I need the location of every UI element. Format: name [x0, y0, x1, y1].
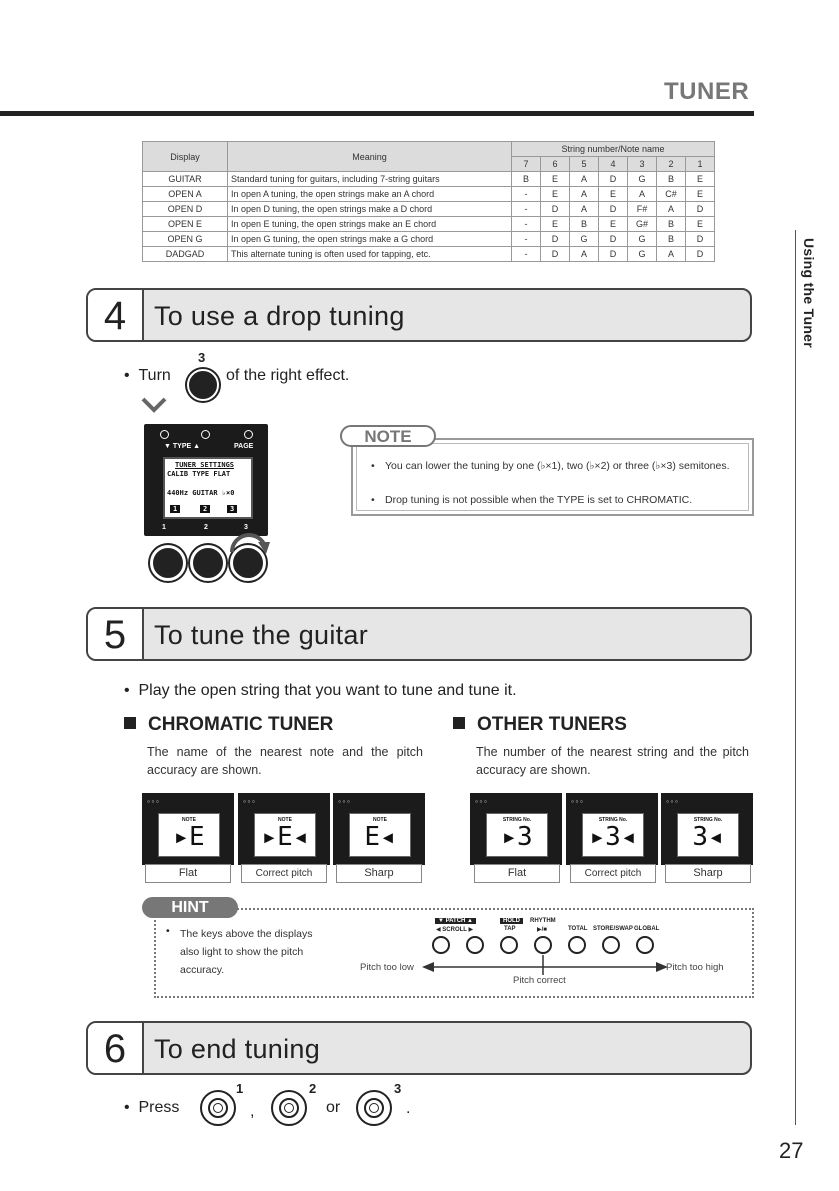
- row-note: A: [570, 202, 599, 217]
- row-note: D: [541, 247, 570, 262]
- row-note: D: [541, 232, 570, 247]
- section-title: To use a drop tuning: [154, 301, 405, 331]
- note-item: • Drop tuning is not possible when the TYPE is set to CHROMATIC.: [385, 492, 747, 508]
- string-number: 1: [686, 157, 715, 172]
- row-note: -: [512, 232, 541, 247]
- row-note: B: [657, 217, 686, 232]
- display-key-label: ○ ○ ○: [475, 799, 487, 805]
- string-number: 7: [512, 157, 541, 172]
- display-value: 3◂: [692, 822, 724, 852]
- note-tag: NOTE: [340, 425, 436, 447]
- bullet-text-pre: Turn: [138, 367, 171, 384]
- display-caption: Correct pitch: [570, 864, 656, 883]
- hint-tag: HINT: [142, 897, 238, 918]
- patch-up-key[interactable]: [466, 936, 484, 954]
- tuner-display: [470, 793, 562, 865]
- rhythm-key[interactable]: [534, 936, 552, 954]
- button-number: 1: [236, 1081, 244, 1096]
- led-icon: [244, 430, 253, 439]
- bullet-dot: •: [124, 367, 139, 384]
- lcd-num: 2: [200, 505, 210, 513]
- screen-header: NOTE: [182, 817, 196, 823]
- display-value: ▸3◂: [589, 822, 637, 852]
- hint-text: The keys above the displays also light to show the pitch accuracy.: [180, 928, 313, 976]
- table-header-meaning: Meaning: [228, 142, 512, 172]
- footswitch-ring: [208, 1098, 228, 1118]
- row-note: E: [599, 217, 628, 232]
- tuner-display: [661, 793, 753, 865]
- row-note: A: [628, 187, 657, 202]
- row-meaning: In open A tuning, the open strings make an A chord: [228, 187, 512, 202]
- row-note: -: [512, 247, 541, 262]
- row-display: GUITAR: [143, 172, 228, 187]
- section-4-bullet-post: of the right effect.: [226, 367, 350, 384]
- row-note: D: [599, 202, 628, 217]
- row-note: D: [686, 232, 715, 247]
- row-note: A: [570, 247, 599, 262]
- lcd-line-2: CALIB TYPE FLAT: [167, 470, 231, 478]
- knob-1[interactable]: [150, 545, 186, 581]
- row-note: B: [570, 217, 599, 232]
- scroll-key-label: ◀ SCROLL ▶: [436, 927, 474, 933]
- tuner-display: [333, 793, 425, 865]
- footswitch-core: [213, 1103, 223, 1113]
- button-number: 2: [309, 1081, 317, 1096]
- section-5-header: [86, 607, 752, 661]
- screen-header: STRING No.: [502, 817, 532, 823]
- string-number: 5: [570, 157, 599, 172]
- row-note: A: [657, 247, 686, 262]
- page-key-label: PAGE: [234, 443, 254, 450]
- rhythm-key-label-2: ▶/■: [537, 927, 547, 933]
- chromatic-tuner-desc: The name of the nearest note and the pitch accuracy are shown.: [147, 745, 423, 777]
- side-tab: [795, 230, 839, 410]
- knob-number: 3: [198, 350, 206, 365]
- lcd-line-1: TUNER SETTINGS: [175, 461, 235, 469]
- footswitch-ring: [364, 1098, 384, 1118]
- store-key-label: STORE/SWAP: [593, 926, 633, 932]
- table-row: [143, 202, 715, 217]
- hold-key-label: HOLD: [500, 918, 523, 924]
- row-note: C#: [657, 187, 686, 202]
- row-note: -: [512, 217, 541, 232]
- row-display: OPEN D: [143, 202, 228, 217]
- pitch-too-low-label: Pitch too low: [360, 962, 414, 973]
- knob-label: 2: [204, 524, 208, 531]
- bullet-dot: •: [166, 925, 170, 937]
- row-note: A: [657, 202, 686, 217]
- row-meaning: This alternate tuning is often used for tapping, etc.: [228, 247, 512, 262]
- led-icon: [160, 430, 169, 439]
- string-number: 4: [599, 157, 628, 172]
- section-number: 6: [88, 1023, 144, 1073]
- tuner-display: [142, 793, 234, 865]
- tuner-display: [566, 793, 658, 865]
- display-screen: [677, 813, 739, 857]
- row-note: -: [512, 202, 541, 217]
- screen-header: NOTE: [278, 817, 292, 823]
- row-display: DADGAD: [143, 247, 228, 262]
- row-note: B: [512, 172, 541, 187]
- knob-icon: [187, 369, 219, 401]
- section-number: 5: [88, 609, 144, 659]
- display-caption: Correct pitch: [241, 864, 327, 883]
- row-note: A: [570, 172, 599, 187]
- display-value: ▸E◂: [261, 822, 309, 852]
- display-key-label: ○ ○ ○: [571, 799, 583, 805]
- row-note: E: [686, 187, 715, 202]
- row-note: G: [628, 172, 657, 187]
- chevron-down-icon: [140, 396, 168, 414]
- multi-effect-panel: [144, 424, 268, 536]
- tap-key-label: TAP: [504, 926, 516, 932]
- section-4-header: [86, 288, 752, 342]
- display-caption: Sharp: [336, 864, 422, 883]
- period: .: [406, 1100, 411, 1117]
- store-swap-key[interactable]: [602, 936, 620, 954]
- chromatic-tuner-heading: [124, 714, 333, 736]
- display-screen: [582, 813, 644, 857]
- footswitch-1[interactable]: [200, 1090, 236, 1126]
- rotate-arrow-icon: [226, 528, 272, 568]
- heading-text: CHROMATIC TUNER: [148, 714, 334, 735]
- row-note: F#: [628, 202, 657, 217]
- square-bullet-icon: [124, 717, 136, 729]
- section-6-bullet: [124, 1099, 179, 1117]
- type-key-label: ▼ TYPE ▲: [164, 443, 201, 450]
- display-caption: Sharp: [665, 864, 751, 883]
- row-note: E: [541, 172, 570, 187]
- led-icon: [201, 430, 210, 439]
- row-display: OPEN G: [143, 232, 228, 247]
- row-note: E: [686, 172, 715, 187]
- page-number: 27: [779, 1138, 804, 1163]
- table-row: [143, 187, 715, 202]
- bullet-text: Play the open string that you want to tune and tune it.: [138, 682, 517, 699]
- row-display: OPEN A: [143, 187, 228, 202]
- or-text: or: [326, 1099, 341, 1116]
- row-note: G: [570, 232, 599, 247]
- row-note: D: [686, 202, 715, 217]
- other-tuners-desc: The number of the nearest string and the pitch accuracy are shown.: [476, 745, 749, 777]
- table-header-strings: String number/Note name: [512, 142, 715, 157]
- row-note: D: [541, 202, 570, 217]
- display-caption: Flat: [145, 864, 231, 883]
- display-value: E◂: [364, 822, 396, 852]
- row-note: B: [657, 232, 686, 247]
- patch-down-key[interactable]: [432, 936, 450, 954]
- string-number: 3: [628, 157, 657, 172]
- hold-tap-key[interactable]: [500, 936, 518, 954]
- footswitch-core: [284, 1103, 294, 1113]
- lcd-line-3: 440Hz GUITAR ♭×0: [167, 489, 235, 497]
- screen-header: NOTE: [373, 817, 387, 823]
- row-note: E: [541, 217, 570, 232]
- patch-key-label: ▼ PATCH ▲: [435, 918, 476, 924]
- screen-header: STRING No.: [598, 817, 628, 823]
- string-number: 6: [541, 157, 570, 172]
- row-note: E: [686, 217, 715, 232]
- string-number: 2: [657, 157, 686, 172]
- section-5-bullet: [124, 682, 517, 700]
- row-note: D: [599, 247, 628, 262]
- section-4-bullet: [124, 367, 171, 385]
- other-tuners-heading: [453, 714, 627, 736]
- section-6-header: [86, 1021, 752, 1075]
- comma: ,: [250, 1103, 255, 1120]
- note-item: • You can lower the tuning by one (♭×1), two (♭×2) or three (♭×3) semitones.: [385, 458, 747, 474]
- row-meaning: In open E tuning, the open strings make an E chord: [228, 217, 512, 232]
- total-key[interactable]: [568, 936, 586, 954]
- square-bullet-icon: [453, 717, 465, 729]
- knob-label: 3: [244, 524, 248, 531]
- display-screen: [158, 813, 220, 857]
- display-key-label: ○ ○ ○: [338, 799, 350, 805]
- lcd-screen: [163, 457, 253, 519]
- row-note: A: [570, 187, 599, 202]
- note-box: [351, 438, 754, 516]
- row-note: D: [599, 172, 628, 187]
- screen-header: STRING No.: [693, 817, 723, 823]
- table-header-display: Display: [143, 142, 228, 172]
- table-row: [143, 172, 715, 187]
- rhythm-key-label: RHYTHM: [530, 918, 556, 924]
- row-meaning: Standard tuning for guitars, including 7-string guitars: [228, 172, 512, 187]
- table-row: [143, 247, 715, 262]
- section-number: 4: [88, 290, 144, 340]
- tuner-display: [238, 793, 330, 865]
- display-value: ▸3: [501, 822, 533, 852]
- global-key[interactable]: [636, 936, 654, 954]
- table-row: [143, 217, 715, 232]
- lcd-num: 3: [227, 505, 237, 513]
- footswitch-core: [369, 1103, 379, 1113]
- page-header-title: TUNER: [664, 78, 750, 105]
- row-note: -: [512, 187, 541, 202]
- display-caption: Flat: [474, 864, 560, 883]
- tuning-table: [142, 141, 715, 262]
- row-note: G: [628, 247, 657, 262]
- display-screen: [486, 813, 548, 857]
- row-note: D: [686, 247, 715, 262]
- pitch-too-high-label: Pitch too high: [666, 962, 724, 973]
- pitch-correct-label: Pitch correct: [513, 975, 566, 986]
- display-key-label: ○ ○ ○: [147, 799, 159, 805]
- row-note: G: [628, 232, 657, 247]
- row-note: B: [657, 172, 686, 187]
- row-note: D: [599, 232, 628, 247]
- row-meaning: In open D tuning, the open strings make a D chord: [228, 202, 512, 217]
- row-note: E: [599, 187, 628, 202]
- knob-2[interactable]: [190, 545, 226, 581]
- row-meaning: In open G tuning, the open strings make a G chord: [228, 232, 512, 247]
- section-title: To tune the guitar: [154, 620, 369, 650]
- button-number: 3: [394, 1081, 402, 1096]
- header-rule: [0, 111, 754, 116]
- bullet-text-pre: Press: [138, 1099, 180, 1116]
- display-key-label: ○ ○ ○: [666, 799, 678, 805]
- footswitch-ring: [279, 1098, 299, 1118]
- knob-label: 1: [162, 524, 166, 531]
- bullet-dot: •: [124, 1099, 139, 1116]
- footswitch-3[interactable]: [356, 1090, 392, 1126]
- display-screen: [349, 813, 411, 857]
- row-display: OPEN E: [143, 217, 228, 232]
- bullet-dot: •: [124, 682, 139, 699]
- lcd-num: 1: [170, 505, 180, 513]
- row-note: G#: [628, 217, 657, 232]
- display-screen: [254, 813, 316, 857]
- side-tab-label: Using the Tuner: [801, 238, 817, 349]
- heading-text: OTHER TUNERS: [477, 714, 627, 735]
- pitch-arrow-line: [420, 955, 670, 975]
- display-key-label: ○ ○ ○: [243, 799, 255, 805]
- footswitch-2[interactable]: [271, 1090, 307, 1126]
- display-value: ▸E: [173, 822, 205, 852]
- global-key-label: GLOBAL: [634, 926, 660, 932]
- note-box-inner: [356, 443, 749, 511]
- table-row: [143, 232, 715, 247]
- total-key-label: TOTAL: [568, 926, 588, 932]
- section-title: To end tuning: [154, 1034, 321, 1064]
- row-note: E: [541, 187, 570, 202]
